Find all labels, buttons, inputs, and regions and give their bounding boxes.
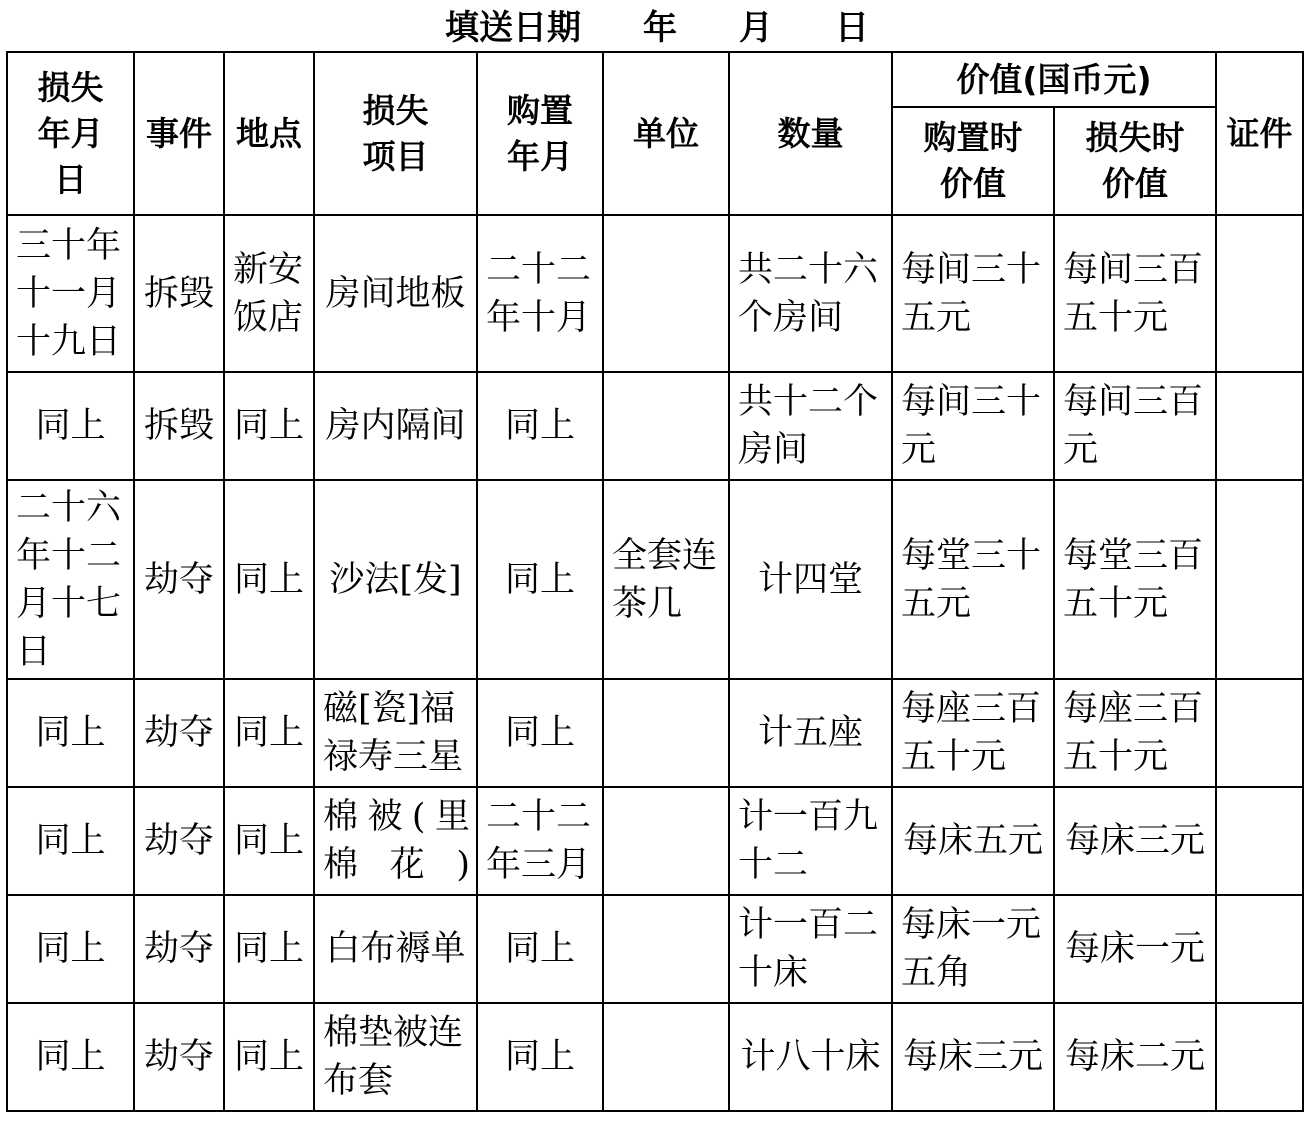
cell-value-purchase: 每床一元五角 [892, 895, 1054, 1003]
cell-proof [1216, 787, 1303, 895]
loss-table [6, 51, 1304, 1112]
cell-quantity: 计一百九十二 [729, 787, 892, 895]
cell-quantity: 计八十床 [729, 1003, 892, 1111]
cell-item: 房间地板 [314, 215, 477, 372]
cell-value-purchase: 每堂三十五元 [892, 480, 1054, 679]
cell-purchase-date: 同上 [477, 1003, 603, 1111]
cell-item: 棉被(里棉花) [314, 787, 477, 895]
table-row [7, 1003, 1303, 1111]
cell-event: 劫夺 [134, 787, 224, 895]
cell-event: 劫夺 [134, 679, 224, 787]
cell-item: 白布褥单 [314, 895, 477, 1003]
cell-date: 同上 [7, 895, 134, 1003]
cell-item: 磁[瓷]福禄寿三星 [314, 679, 477, 787]
cell-quantity: 共二十六个房间 [729, 215, 892, 372]
cell-event: 劫夺 [134, 895, 224, 1003]
cell-purchase-date: 同上 [477, 895, 603, 1003]
cell-purchase-date: 二十二年十月 [477, 215, 603, 372]
cell-place: 同上 [224, 787, 314, 895]
cell-unit [603, 679, 729, 787]
cell-quantity: 计四堂 [729, 480, 892, 679]
cell-place: 同上 [224, 679, 314, 787]
cell-unit [603, 372, 729, 480]
cell-quantity: 共十二个房间 [729, 372, 892, 480]
cell-unit [603, 215, 729, 372]
cell-value-purchase: 每间三十五元 [892, 215, 1054, 372]
cell-value-loss: 每座三百五十元 [1054, 679, 1216, 787]
cell-place: 同上 [224, 480, 314, 679]
cell-proof [1216, 679, 1303, 787]
header-value-loss: 损失时价值 [1054, 107, 1216, 215]
year-label: 年 [643, 7, 677, 48]
cell-proof [1216, 895, 1303, 1003]
cell-purchase-date: 二十二年三月 [477, 787, 603, 895]
cell-place: 同上 [224, 1003, 314, 1111]
cell-proof [1216, 372, 1303, 480]
cell-event: 拆毁 [134, 372, 224, 480]
cell-item: 棉垫被连布套 [314, 1003, 477, 1111]
cell-value-loss: 每床三元 [1054, 787, 1216, 895]
cell-unit: 全套连茶几 [603, 480, 729, 679]
cell-date: 二十六年十二月十七日 [7, 480, 134, 679]
cell-item: 沙法[发] [314, 480, 477, 679]
header-purchase-date: 购置年月 [477, 52, 603, 215]
cell-event: 拆毁 [134, 215, 224, 372]
fill-date-label: 填送日期 [445, 7, 581, 48]
cell-unit [603, 1003, 729, 1111]
header-proof: 证件 [1216, 52, 1303, 215]
header-loss-date: 损失年月日 [7, 52, 134, 215]
cell-value-loss: 每间三百元 [1054, 372, 1216, 480]
cell-item: 房内隔间 [314, 372, 477, 480]
cell-purchase-date: 同上 [477, 679, 603, 787]
header-unit: 单位 [603, 52, 729, 215]
cell-unit [603, 895, 729, 1003]
table-row [7, 787, 1303, 895]
table-row [7, 895, 1303, 1003]
table-row [7, 679, 1303, 787]
table-row [7, 215, 1303, 372]
cell-date: 同上 [7, 679, 134, 787]
cell-proof [1216, 215, 1303, 372]
cell-proof [1216, 1003, 1303, 1111]
cell-quantity: 计五座 [729, 679, 892, 787]
cell-date: 三十年十一月十九日 [7, 215, 134, 372]
form-title [0, 0, 1314, 48]
cell-unit [603, 787, 729, 895]
cell-value-loss: 每床一元 [1054, 895, 1216, 1003]
cell-value-loss: 每床二元 [1054, 1003, 1216, 1111]
cell-date: 同上 [7, 787, 134, 895]
cell-value-purchase: 每床五元 [892, 787, 1054, 895]
day-label: 日 [835, 7, 869, 48]
header-event: 事件 [134, 52, 224, 215]
cell-purchase-date: 同上 [477, 480, 603, 679]
month-label: 月 [739, 7, 773, 48]
cell-purchase-date: 同上 [477, 372, 603, 480]
cell-quantity: 计一百二十床 [729, 895, 892, 1003]
cell-event: 劫夺 [134, 480, 224, 679]
header-quantity: 数量 [729, 52, 892, 215]
header-value-group: 价值(国币元) [892, 52, 1216, 107]
cell-value-purchase: 每床三元 [892, 1003, 1054, 1111]
cell-place: 新安饭店 [224, 215, 314, 372]
table-row [7, 480, 1303, 679]
cell-date: 同上 [7, 1003, 134, 1111]
cell-value-loss: 每间三百五十元 [1054, 215, 1216, 372]
cell-place: 同上 [224, 895, 314, 1003]
cell-value-loss: 每堂三百五十元 [1054, 480, 1216, 679]
header-loss-item: 损失项目 [314, 52, 477, 215]
cell-place: 同上 [224, 372, 314, 480]
table-row [7, 372, 1303, 480]
cell-value-purchase: 每座三百五十元 [892, 679, 1054, 787]
header-place: 地点 [224, 52, 314, 215]
header-value-purchase: 购置时价值 [892, 107, 1054, 215]
cell-proof [1216, 480, 1303, 679]
cell-event: 劫夺 [134, 1003, 224, 1111]
cell-value-purchase: 每间三十元 [892, 372, 1054, 480]
cell-date: 同上 [7, 372, 134, 480]
